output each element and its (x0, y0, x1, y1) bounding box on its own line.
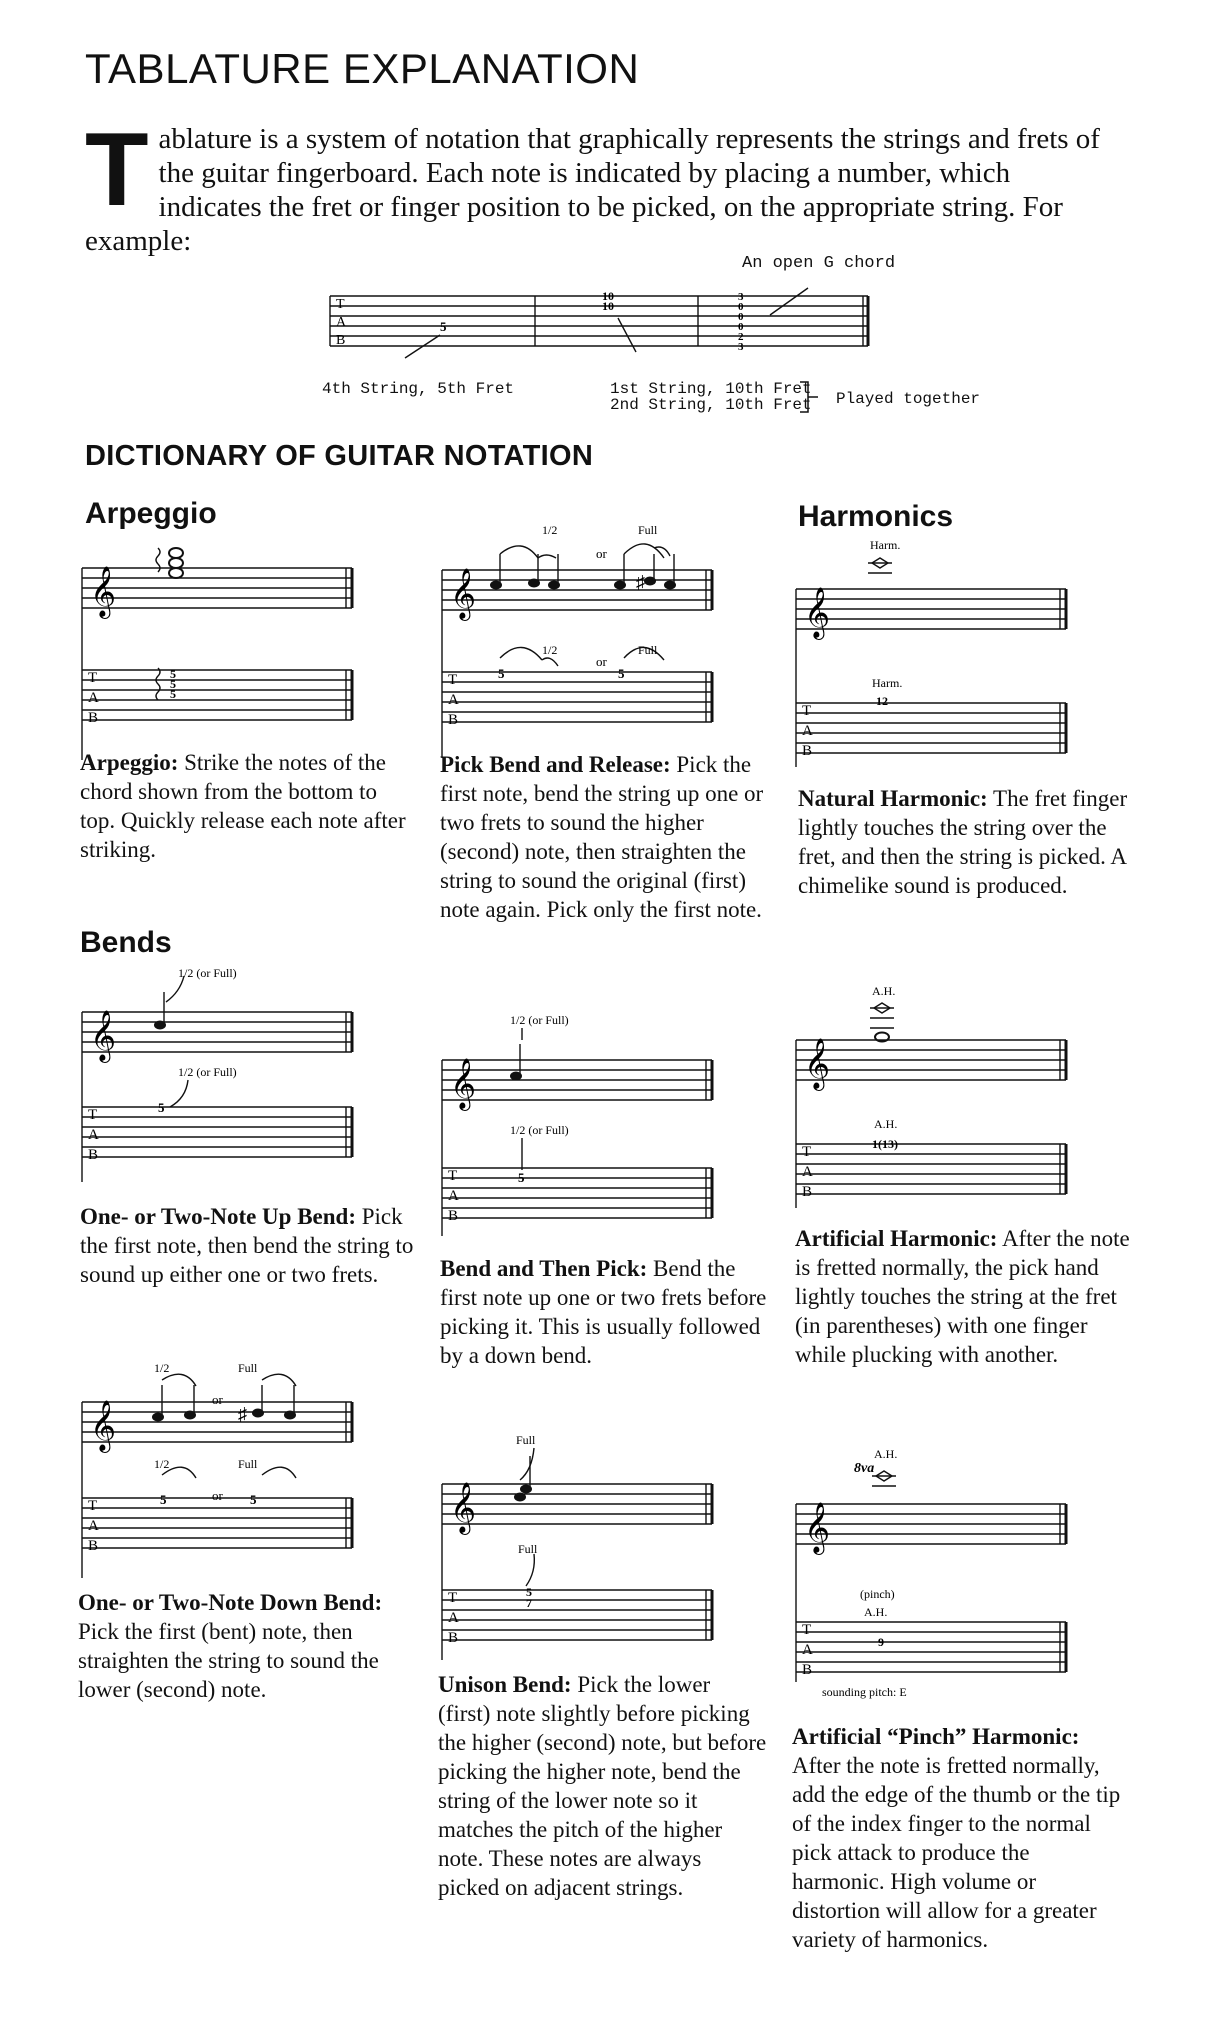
tab-letter-t: T (448, 1168, 458, 1184)
section-bends: Bends (80, 926, 172, 959)
chord-fret: 2 (738, 331, 744, 343)
pinch-label: (pinch) (860, 1587, 895, 1601)
unison-bend-description: Unison Bend: Pick the lower (first) note slightly before picking the higher (second) note, but before picking the higher note, bend the string of the lower note so it matches the pitch of the higher note. These notes are always picked on adjacent strings. (438, 1672, 767, 1900)
treble-clef-icon: 𝄞 (450, 1483, 477, 1532)
natural-harmonic-description: Natural Harmonic: The fret finger lightly touches the string over the fret, and then the string is picked. A chimelike sound is produced. (798, 786, 1128, 898)
tab-letter-b: B (88, 1147, 99, 1163)
tab-letter-a: A (802, 1642, 813, 1658)
harm-label: Harm. (872, 676, 903, 690)
bend-full-label: Full (638, 643, 658, 657)
treble-clef-icon: 𝄞 (804, 1503, 831, 1552)
tab-letter-a: A (88, 690, 99, 706)
bend-label: 1/2 (or Full) (510, 1013, 569, 1027)
treble-clef-icon: 𝄞 (90, 567, 117, 616)
intro-text: ablature is a system of notation that graphically represents the strings and frets of the guitar fingerboard. Each note is indicated by placing a number, which indicates the fret or finger position to be picked, on the appropriate string. For example: (85, 123, 1100, 257)
chord-label: An open G chord (742, 254, 896, 273)
pinch-harmonic-notation (792, 1446, 1072, 1716)
bracket-icon (798, 380, 822, 416)
bend-full-label: Full (516, 1433, 536, 1447)
tab-letter-a: A (448, 1610, 459, 1626)
treble-clef-icon: 𝄞 (450, 1059, 477, 1108)
tab-fret: 5 (170, 677, 176, 691)
ah-label: A.H. (872, 984, 896, 998)
chord-fret: 0 (738, 321, 744, 333)
tab-fret: 12 (876, 694, 888, 708)
tab-fret: 5 (618, 666, 625, 681)
ah-label: A.H. (874, 1447, 898, 1461)
tab-letter-a: A (88, 1518, 99, 1534)
or-label: or (212, 1392, 223, 1407)
tab-letter-b: B (448, 1208, 459, 1224)
bend-full-label: Full (518, 1542, 538, 1556)
tab-letter-b: B (88, 710, 99, 726)
bend-half-label: 1/2 (154, 1361, 170, 1375)
tab-letter-a: A (802, 723, 813, 739)
ottava-label: 8va (854, 1461, 875, 1476)
tab-letter-a: A (448, 1188, 459, 1204)
sounding-pitch-label: sounding pitch: E (822, 1685, 907, 1699)
tab-letter-t: T (802, 1144, 812, 1160)
arpeggio-notation (78, 540, 358, 760)
pinch-harmonic-description: Artificial “Pinch” Harmonic: After the note is fretted normally, add the edge of the thumb or the tip of the index finger to the normal pick attack to produce the harmonic. High volume or distortion will allow for a greater variety of harmonics. (792, 1724, 1121, 1952)
tab-fret: 5 (158, 1100, 165, 1115)
tab-letter-t: T (336, 297, 345, 312)
drop-cap: T (85, 112, 149, 228)
down-bend-notation (78, 1350, 358, 1580)
treble-clef-icon: 𝄞 (804, 1039, 831, 1088)
bend-half-label: 1/2 (542, 643, 558, 657)
tab-fret: 5 (498, 666, 505, 681)
bend-full-label: Full (638, 523, 658, 537)
dictionary-title: DICTIONARY OF GUITAR NOTATION (85, 440, 594, 472)
natural-harmonic-notation (792, 535, 1072, 775)
tab-fret-10-bottom: 10 (602, 299, 614, 313)
down-bend-description: One- or Two-Note Down Bend: Pick the first (bent) note, then straighten the string to sound the lower (second) note. (78, 1590, 383, 1702)
bend-label: 1/2 (or Full) (510, 1123, 569, 1137)
tab-fret: 5 (160, 1492, 167, 1507)
harm-label: Harm. (870, 538, 901, 552)
example-tab-staff (320, 280, 880, 390)
pick-bend-release-notation (438, 518, 718, 758)
annotation-played-together: Played together (836, 390, 981, 408)
tab-letter-b: B (448, 1630, 459, 1646)
tab-fret: 9 (878, 1635, 884, 1649)
tab-letter-b: B (802, 1184, 813, 1200)
pick-bend-release-description: Pick Bend and Release: Pick the first note, bend the string up one or two frets to sound the higher (second) note, then straighten the string to sound the original (first) note again. Pick only the first note. (440, 752, 764, 922)
bend-half-label: 1/2 (154, 1457, 170, 1471)
tab-letter-t: T (802, 703, 812, 719)
tab-letter-t: T (448, 672, 458, 688)
artificial-harmonic-notation (792, 982, 1072, 1222)
treble-clef-icon: 𝄞 (90, 1401, 117, 1450)
treble-clef-icon: 𝄞 (804, 588, 831, 637)
sharp-icon: ♯ (636, 572, 645, 592)
tab-fret: 5 (250, 1492, 257, 1507)
intro-paragraph (85, 112, 1115, 258)
annotation-2nd-string: 2nd String, 10th Fret (610, 396, 812, 414)
bend-then-pick-description: Bend and Then Pick: Bend the first note up one or two frets before picking it. This is usually followed by a down bend. (440, 1256, 767, 1368)
chord-fret: 0 (738, 301, 744, 313)
bend-label: 1/2 (or Full) (178, 1065, 237, 1079)
chord-fret: 3 (738, 341, 744, 353)
tab-letter-b: B (448, 712, 459, 728)
ah-label: A.H. (874, 1117, 898, 1131)
ah-label: A.H. (864, 1605, 888, 1619)
bend-full-label: Full (238, 1457, 258, 1471)
tab-fret: 7 (526, 1596, 532, 1610)
tab-letter-b: B (802, 743, 813, 759)
treble-clef-icon: 𝄞 (90, 1011, 117, 1060)
tab-letter-t: T (448, 1590, 458, 1606)
tab-letter-t: T (802, 1622, 812, 1638)
tab-letter-a: A (802, 1164, 813, 1180)
bend-half-label: 1/2 (542, 523, 558, 537)
arpeggio-description: Arpeggio: Strike the notes of the chord shown from the bottom to top. Quickly release each note after striking. (80, 750, 406, 862)
annotation-strings (610, 381, 812, 413)
chord-fret: 3 (738, 291, 744, 303)
tab-letter-a: A (448, 692, 459, 708)
tab-fret: 5 (518, 1170, 525, 1185)
tab-fret: 1(13) (872, 1137, 898, 1151)
tab-letter-t: T (88, 670, 98, 686)
chord-fret: 0 (738, 311, 744, 323)
bend-full-label: Full (238, 1361, 258, 1375)
tab-fret-10-top: 10 (602, 289, 614, 303)
tab-letter-b: B (336, 333, 346, 348)
bend-then-pick-notation (438, 1010, 718, 1240)
or-label: or (212, 1488, 223, 1503)
page-title: TABLATURE EXPLANATION (85, 45, 640, 92)
up-bend-notation (78, 962, 358, 1182)
tab-fret: 5 (170, 667, 176, 681)
section-harmonics: Harmonics (798, 500, 954, 533)
tab-letter-t: T (88, 1498, 98, 1514)
tab-letter-a: A (88, 1127, 99, 1143)
or-label: or (596, 546, 607, 561)
treble-clef-icon: 𝄞 (450, 569, 477, 618)
unison-bend-notation (438, 1426, 718, 1666)
tab-letter-b: B (802, 1662, 813, 1678)
tab-letter-t: T (88, 1107, 98, 1123)
tab-fret: 5 (170, 687, 176, 701)
annotation-1st-string: 1st String, 10th Fret (610, 380, 812, 398)
sharp-icon: ♯ (238, 1404, 247, 1424)
tab-fret-5: 5 (440, 319, 447, 334)
section-arpeggio: Arpeggio (85, 497, 217, 530)
annotation-4th-string: 4th String, 5th Fret (322, 380, 515, 398)
tab-letter-a: A (336, 315, 347, 330)
tab-fret: 5 (526, 1585, 532, 1599)
or-label: or (596, 654, 607, 669)
up-bend-description: One- or Two-Note Up Bend: Pick the first note, then bend the string to sound up either one or two frets. (80, 1204, 414, 1287)
bend-label: 1/2 (or Full) (178, 966, 237, 980)
tab-letter-b: B (88, 1538, 99, 1554)
artificial-harmonic-description: Artificial Harmonic: After the note is fretted normally, the pick hand lightly touches the string at the fret (in parentheses) with one finger while plucking with another. (795, 1226, 1130, 1367)
